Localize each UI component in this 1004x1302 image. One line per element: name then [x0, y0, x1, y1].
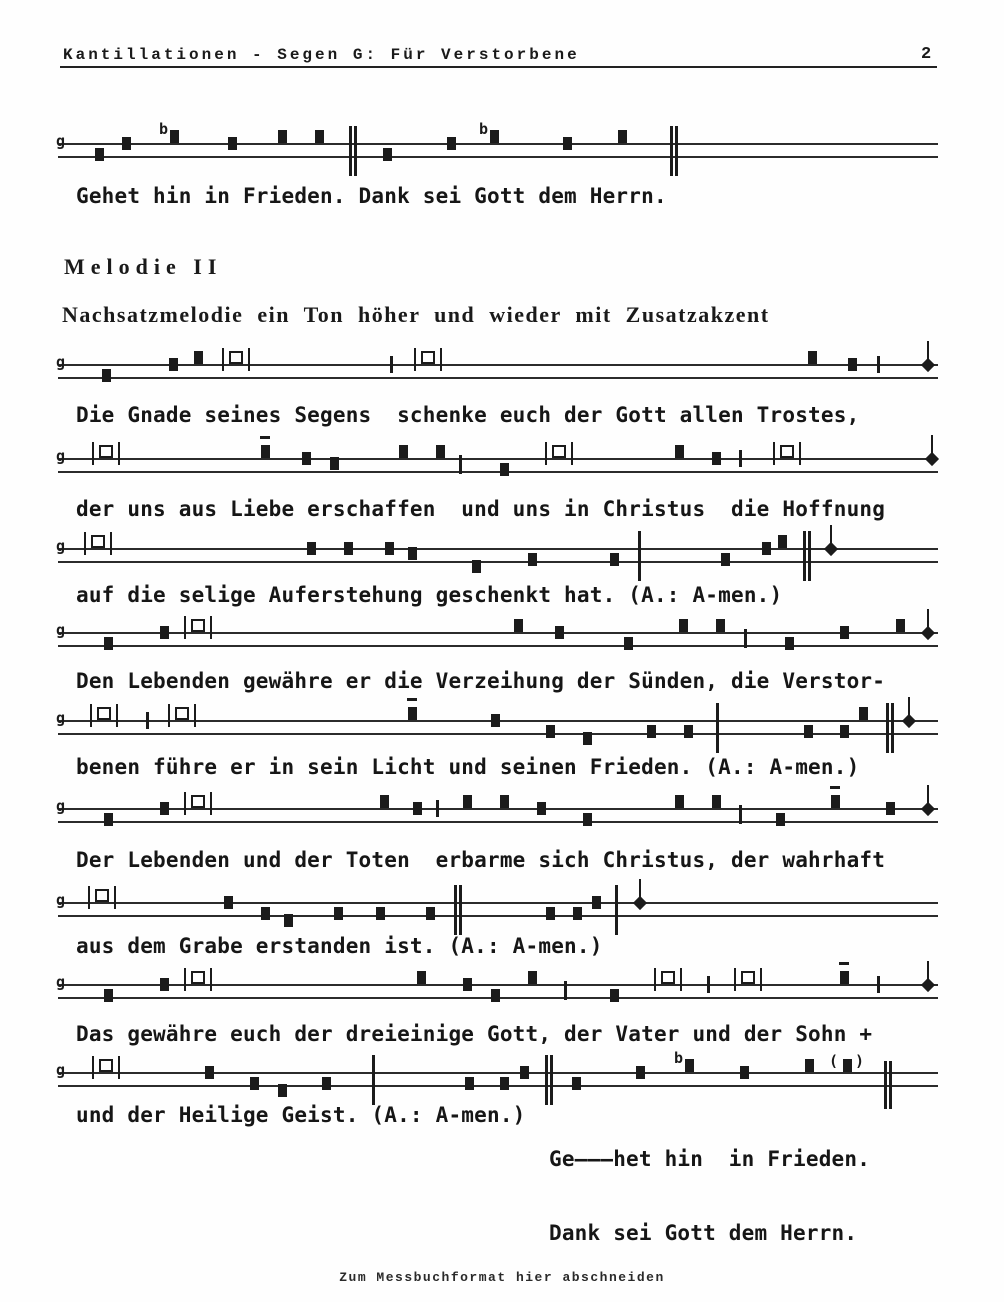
double-bar-line — [675, 126, 678, 176]
square-note — [840, 971, 849, 984]
g-clef: g — [56, 537, 66, 555]
flat-sign: b — [674, 1049, 684, 1067]
square-note — [740, 1066, 749, 1079]
lyric-line: Den Lebenden gewähre er die Verzeihung der Sünden, die Verstor- — [76, 669, 886, 693]
square-note — [636, 1066, 645, 1079]
lyric-line: und der Heilige Geist. (A.: A-men.) — [76, 1103, 526, 1127]
note-bar-line — [92, 442, 94, 465]
square-note — [762, 542, 771, 555]
quarter-bar-line — [877, 356, 880, 373]
square-note — [194, 351, 203, 364]
note-stem — [927, 961, 929, 982]
square-note — [224, 896, 233, 909]
section-subtitle: Nachsatzmelodie ein Ton höher und wieder mit Zusatzakzent — [62, 302, 770, 327]
staff-line-bottom — [58, 156, 938, 158]
note-bar-line — [110, 532, 112, 555]
quarter-bar-line — [146, 712, 149, 729]
square-note — [563, 137, 572, 150]
open-square-note — [661, 971, 675, 984]
square-note — [102, 369, 111, 382]
note-bar-line — [414, 348, 416, 371]
note-stem — [830, 525, 832, 546]
note-bar-line — [194, 704, 196, 727]
staff-system-7 — [58, 883, 938, 929]
closing-lyric-line-1: Ge———het hin in Frieden. — [549, 1147, 871, 1171]
square-note — [307, 542, 316, 555]
square-note — [528, 553, 537, 566]
staff-line-bottom — [58, 915, 938, 917]
open-square-note — [97, 707, 111, 720]
square-note — [330, 457, 339, 470]
double-bar-line — [808, 531, 811, 581]
section-heading-melodie-ii: Melodie II — [64, 254, 223, 279]
staff-system-2 — [58, 439, 938, 485]
staff-system-4 — [58, 613, 938, 659]
double-bar-line — [354, 126, 357, 176]
staff-system-9 — [56, 1049, 938, 1099]
square-note — [610, 553, 619, 566]
square-note — [716, 619, 725, 632]
note-bar-line — [114, 886, 116, 909]
lyric-line: Gehet hin in Frieden. Dank sei Gott dem Herrn. — [76, 184, 667, 208]
note-bar-line — [545, 442, 547, 465]
square-note — [583, 732, 592, 745]
square-note — [859, 707, 868, 720]
square-note — [886, 802, 895, 815]
g-clef: g — [56, 797, 66, 815]
square-note — [840, 725, 849, 738]
open-square-note — [191, 619, 205, 632]
quarter-bar-line — [707, 976, 710, 993]
note-bar-line — [248, 348, 250, 371]
note-bar-line — [799, 442, 801, 465]
note-bar-line — [116, 704, 118, 727]
square-note — [685, 1059, 694, 1072]
square-note — [647, 725, 656, 738]
square-note — [408, 707, 417, 720]
note-bar-line — [118, 442, 120, 465]
staff-gehet-hin — [56, 120, 938, 170]
half-bar-line — [564, 981, 567, 1000]
quarter-bar-line — [739, 450, 742, 467]
note-bar-line — [184, 968, 186, 991]
lyric-line: aus dem Grabe erstanden ist. (A.: A-men.) — [76, 934, 603, 958]
lyric-line: Die Gnade seines Segens schenke euch der Gott allen Trostes, — [76, 403, 860, 427]
paren-open: ( — [829, 1052, 839, 1070]
square-note — [843, 1059, 852, 1072]
open-square-note — [191, 971, 205, 984]
square-note — [840, 626, 849, 639]
half-bar-line — [459, 455, 462, 474]
square-note — [334, 907, 343, 920]
double-bar-line — [891, 703, 894, 753]
square-note — [383, 148, 392, 161]
open-square-note — [175, 707, 189, 720]
note-stem — [931, 435, 933, 456]
note-bar-line — [222, 348, 224, 371]
note-bar-line — [90, 704, 92, 727]
full-bar-line — [716, 703, 719, 753]
square-note — [490, 130, 499, 143]
square-note — [408, 547, 417, 560]
staff-line-top — [58, 632, 938, 634]
double-bar-line — [454, 885, 457, 935]
square-note — [546, 907, 555, 920]
closing-lyric-right-block — [549, 1098, 870, 1294]
double-bar-line — [803, 531, 806, 581]
square-note — [463, 795, 472, 808]
open-square-note — [780, 445, 794, 458]
square-note — [491, 714, 500, 727]
staff-line-top — [58, 143, 938, 145]
square-note — [712, 795, 721, 808]
double-bar-line — [349, 126, 352, 176]
square-note — [122, 137, 131, 150]
square-note — [413, 802, 422, 815]
square-note — [592, 896, 601, 909]
square-note — [104, 813, 113, 826]
staff-system-8 — [58, 965, 938, 1011]
square-note — [831, 795, 840, 808]
quarter-bar-line — [877, 976, 880, 993]
square-note — [95, 148, 104, 161]
accent-macron — [830, 786, 840, 789]
staff-system-3 — [58, 529, 938, 575]
note-bar-line — [184, 616, 186, 639]
square-note — [463, 978, 472, 991]
note-bar-line — [210, 968, 212, 991]
square-note — [205, 1066, 214, 1079]
full-bar-line — [615, 885, 618, 935]
note-bar-line — [773, 442, 775, 465]
note-stem — [927, 341, 929, 362]
note-bar-line — [760, 968, 762, 991]
lyric-line: der uns aus Liebe erschaffen und uns in Christus die Hoffnung — [76, 497, 886, 521]
staff-line-bottom — [58, 377, 938, 379]
square-note — [160, 978, 169, 991]
square-note — [520, 1066, 529, 1079]
note-bar-line — [440, 348, 442, 371]
square-note — [376, 907, 385, 920]
g-clef: g — [56, 1061, 66, 1079]
g-clef: g — [56, 132, 66, 150]
lyric-line: Der Lebenden und der Toten erbarme sich Christus, der wahrhaft — [76, 848, 886, 872]
square-note — [169, 358, 178, 371]
square-note — [417, 971, 426, 984]
lyric-line: benen führe er in sein Licht und seinen Frieden. (A.: A-men.) — [76, 755, 860, 779]
square-note — [555, 626, 564, 639]
staff-system-6 — [58, 789, 938, 835]
half-bar-line — [739, 805, 742, 824]
flat-sign: b — [479, 120, 489, 138]
square-note — [160, 626, 169, 639]
double-bar-line — [545, 1055, 548, 1105]
square-note — [537, 802, 546, 815]
note-bar-line — [92, 1056, 94, 1079]
square-note — [573, 907, 582, 920]
square-note — [785, 637, 794, 650]
note-bar-line — [118, 1056, 120, 1079]
accent-macron — [407, 698, 417, 701]
staff-line-top — [58, 458, 938, 460]
staff-line-top — [58, 548, 938, 550]
page-number: 2 — [921, 45, 932, 64]
note-bar-line — [680, 968, 682, 991]
flat-sign: b — [159, 120, 169, 138]
closing-lyric-line-2: Dank sei Gott dem Herrn. — [549, 1220, 858, 1245]
square-note — [808, 351, 817, 364]
lyric-line: Das gewähre euch der dreieinige Gott, der Vater und der Sohn + — [76, 1022, 873, 1046]
staff-system-5 — [58, 701, 938, 747]
square-note — [278, 1084, 287, 1097]
square-note — [380, 795, 389, 808]
square-note — [776, 813, 785, 826]
open-square-note — [191, 795, 205, 808]
double-bar-line — [889, 1061, 892, 1109]
square-note — [500, 795, 509, 808]
accent-macron — [839, 962, 849, 965]
open-square-note — [91, 535, 105, 548]
square-note — [618, 130, 627, 143]
staff-line-bottom — [58, 561, 938, 563]
quarter-bar-line — [436, 800, 439, 817]
square-note — [679, 619, 688, 632]
g-clef: g — [56, 353, 66, 371]
square-note — [426, 907, 435, 920]
square-note — [610, 989, 619, 1002]
staff-line-top — [58, 984, 938, 986]
square-note — [500, 463, 509, 476]
square-note — [170, 130, 179, 143]
square-note — [528, 971, 537, 984]
square-note — [546, 725, 555, 738]
square-note — [284, 914, 293, 927]
square-note — [399, 445, 408, 458]
note-bar-line — [571, 442, 573, 465]
staff-line-top — [58, 364, 938, 366]
note-bar-line — [210, 792, 212, 815]
square-note — [447, 137, 456, 150]
note-bar-line — [84, 532, 86, 555]
half-bar-line — [744, 629, 747, 648]
note-stem — [927, 785, 929, 806]
g-clef: g — [56, 447, 66, 465]
square-note — [160, 802, 169, 815]
open-square-note — [229, 351, 243, 364]
open-square-note — [95, 889, 109, 902]
double-bar-line — [886, 703, 889, 753]
note-bar-line — [654, 968, 656, 991]
square-note — [712, 452, 721, 465]
square-note — [491, 989, 500, 1002]
staff-line-bottom — [58, 1085, 938, 1087]
g-clef: g — [56, 621, 66, 639]
staff-system-1 — [58, 345, 938, 391]
square-note — [572, 1077, 581, 1090]
staff-line-top — [58, 808, 938, 810]
square-note — [805, 1059, 814, 1072]
square-note — [804, 725, 813, 738]
staff-line-top — [58, 1072, 938, 1074]
square-note — [104, 989, 113, 1002]
double-bar-line — [459, 885, 462, 935]
cut-here-note: Zum Messbuchformat hier abschneiden — [339, 1270, 665, 1285]
square-note — [261, 907, 270, 920]
square-note — [675, 445, 684, 458]
note-bar-line — [210, 616, 212, 639]
accent-macron — [260, 436, 270, 439]
square-note — [104, 637, 113, 650]
page-header-title: Kantillationen - Segen G: Für Verstorbene — [63, 46, 580, 64]
g-clef: g — [56, 973, 66, 991]
square-note — [848, 358, 857, 371]
square-note — [465, 1077, 474, 1090]
open-square-note — [421, 351, 435, 364]
square-note — [250, 1077, 259, 1090]
header-rule — [60, 66, 937, 68]
open-square-note — [552, 445, 566, 458]
square-note — [583, 813, 592, 826]
staff-line-bottom — [58, 471, 938, 473]
staff-line-bottom — [58, 645, 938, 647]
square-note — [261, 445, 270, 458]
square-note — [322, 1077, 331, 1090]
square-note — [514, 619, 523, 632]
g-clef: g — [56, 891, 66, 909]
square-note — [684, 725, 693, 738]
staff-line-bottom — [58, 821, 938, 823]
open-square-note — [99, 1059, 113, 1072]
square-note — [721, 553, 730, 566]
note-bar-line — [734, 968, 736, 991]
square-note — [344, 542, 353, 555]
full-bar-line — [638, 531, 641, 581]
double-bar-line — [884, 1061, 887, 1109]
square-note — [472, 560, 481, 573]
note-bar-line — [88, 886, 90, 909]
square-note — [500, 1077, 509, 1090]
square-note — [436, 445, 445, 458]
square-note — [778, 535, 787, 548]
open-square-note — [99, 445, 113, 458]
square-note — [385, 542, 394, 555]
square-note — [896, 619, 905, 632]
square-note — [675, 795, 684, 808]
staff-line-top — [58, 902, 938, 904]
note-stem — [908, 697, 910, 718]
square-note — [228, 137, 237, 150]
square-note — [278, 130, 287, 143]
note-bar-line — [168, 704, 170, 727]
paren-close: ) — [855, 1052, 865, 1070]
square-note — [315, 130, 324, 143]
note-bar-line — [184, 792, 186, 815]
double-bar-line — [550, 1055, 553, 1105]
note-stem — [639, 879, 641, 900]
g-clef: g — [56, 709, 66, 727]
open-square-note — [741, 971, 755, 984]
double-bar-line — [670, 126, 673, 176]
square-note — [624, 637, 633, 650]
lyric-line: auf die selige Auferstehung geschenkt hat. (A.: A-men.) — [76, 583, 783, 607]
quarter-bar-line — [390, 356, 393, 373]
note-stem — [927, 609, 929, 630]
full-bar-line — [372, 1055, 375, 1105]
square-note — [302, 452, 311, 465]
